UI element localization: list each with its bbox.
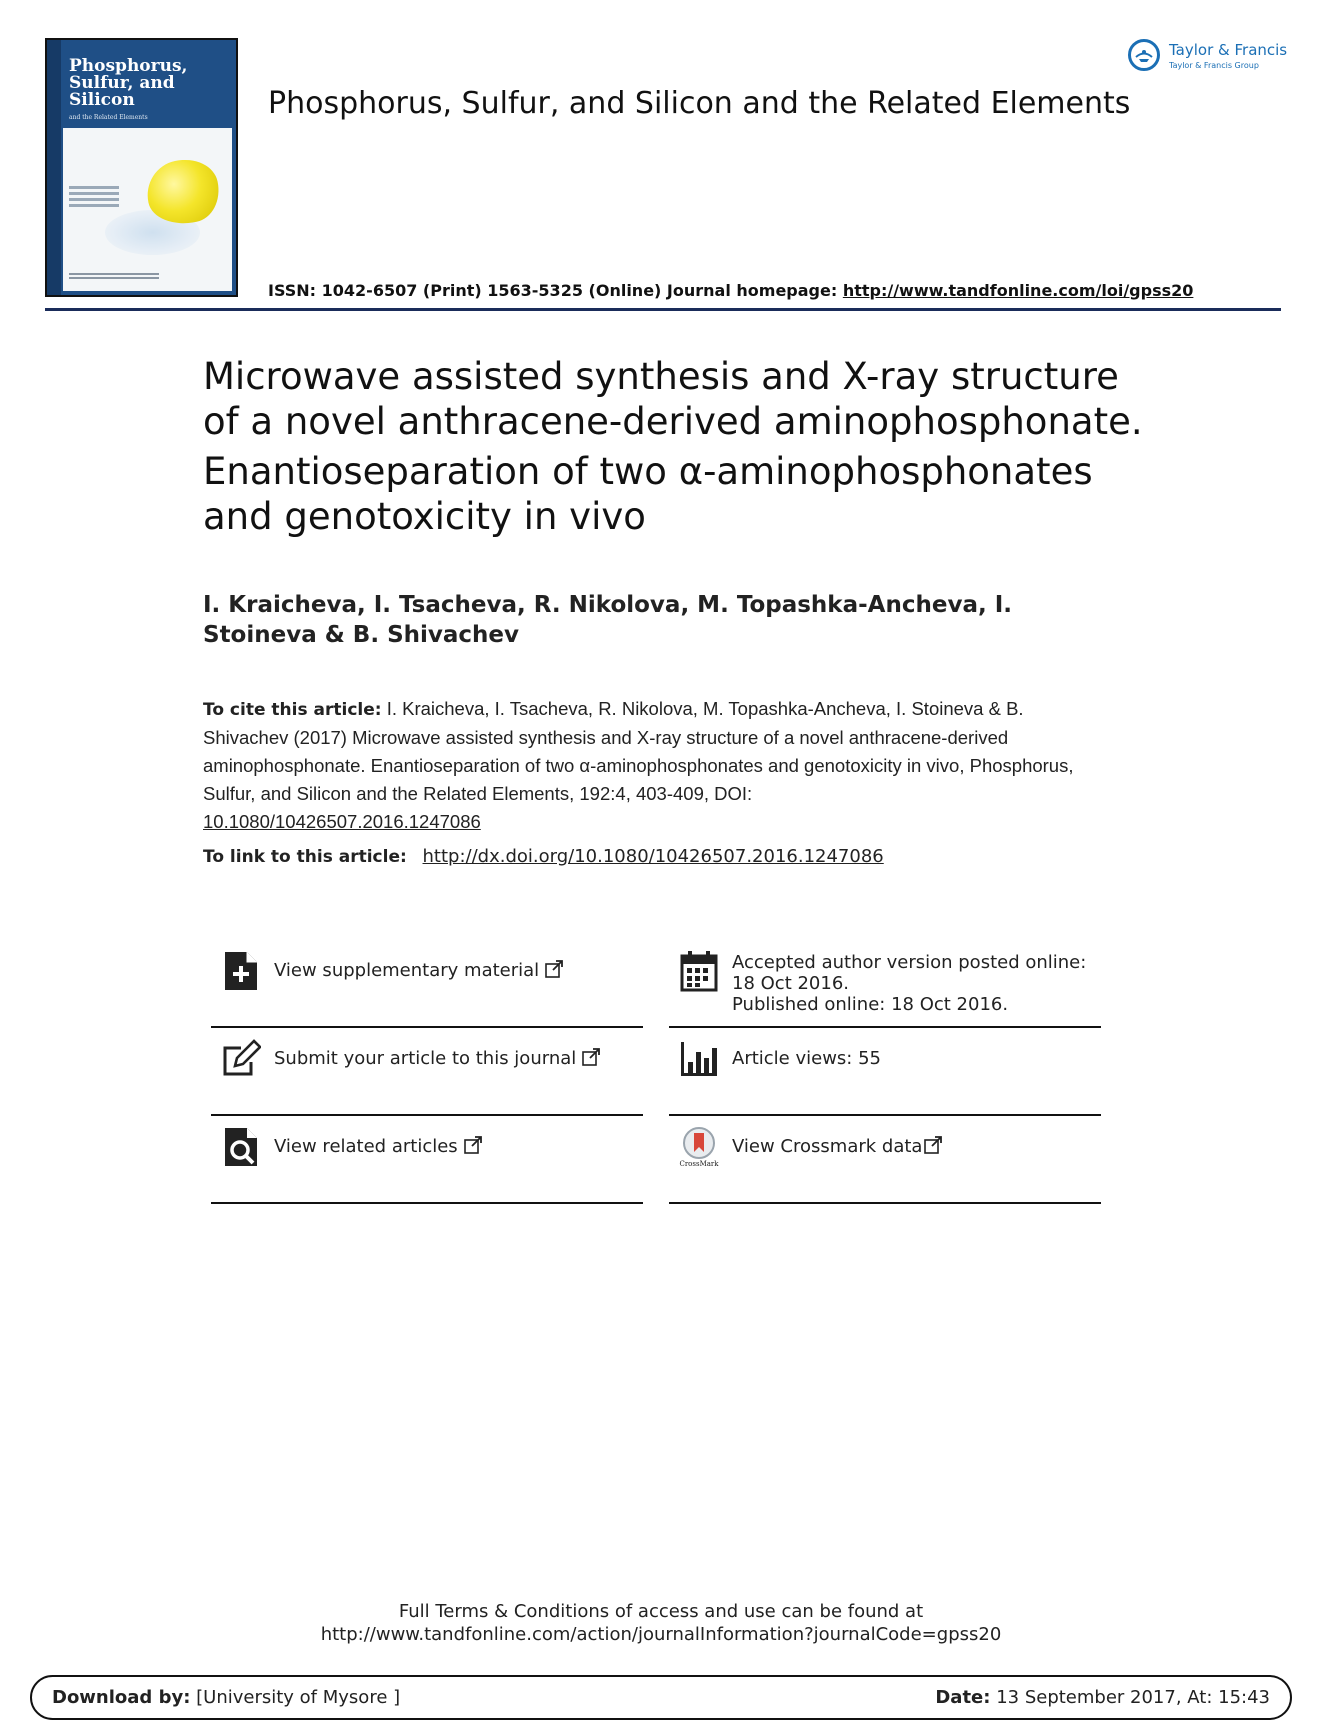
external-link-icon (582, 1048, 600, 1066)
document-plus-icon (221, 950, 261, 992)
downloaded-by: Download by: [University of Mysore ] (52, 1687, 401, 1708)
crossmark-badge-text: CrossMark (679, 1160, 719, 1168)
terms-line-1: Full Terms & Conditions of access and use can be found at (398, 1601, 924, 1622)
article-views-label: Article views: 55 (732, 1048, 881, 1069)
publisher-logo-icon (1128, 39, 1160, 71)
article-views (669, 1028, 1101, 1116)
issn-text: ISSN: 1042-6507 (Print) 1563-5325 (Online) Journal homepage: (268, 281, 843, 300)
terms-url[interactable]: http://www.tandfonline.com/action/journalInformation?journalCode=gpss20 (320, 1624, 1002, 1645)
publication-dates (669, 940, 1101, 1028)
cover-subtitle: and the Related Elements (69, 114, 148, 121)
accepted-date: Accepted author version posted online: 18 Oct 2016. (732, 952, 1087, 994)
publisher-name: Taylor & Francis (1169, 41, 1288, 59)
external-link-icon (924, 1136, 942, 1154)
crossmark-link[interactable] (669, 1116, 1101, 1204)
bar-chart-icon (679, 1038, 719, 1080)
publication-dates-text (732, 952, 1107, 1015)
crossmark-label: View Crossmark data (732, 1136, 942, 1157)
calendar-icon (679, 950, 719, 992)
cover-spine (47, 40, 61, 295)
related-articles-link[interactable] (211, 1116, 643, 1204)
edit-icon (221, 1038, 261, 1080)
download-info-bar (30, 1675, 1292, 1720)
header-divider (45, 308, 1281, 311)
crossmark-icon (679, 1126, 719, 1168)
taylor-francis-logo[interactable] (1128, 36, 1288, 80)
submit-article-label: Submit your article to this journal (274, 1048, 600, 1069)
external-link-icon (464, 1136, 482, 1154)
article-title: Microwave assisted synthesis and X-ray structure of a novel anthracene-derived aminophosphonate. Enantioseparation of two α-aminophosphonates and genotoxicity in vivo (203, 355, 1143, 538)
published-date: Published online: 18 Oct 2016. (732, 994, 1009, 1015)
citation-doi-link[interactable]: 10.1080/10426507.2016.1247086 (203, 811, 481, 832)
article-link-line (203, 846, 884, 867)
cover-title: Phosphorus, Sulfur, and Silicon (69, 56, 188, 110)
citation-label: To cite this article: (203, 700, 382, 720)
journal-homepage-link[interactable]: http://www.tandfonline.com/loi/gpss20 (842, 281, 1194, 300)
supplementary-material-link[interactable] (211, 940, 643, 1028)
external-link-icon (545, 960, 563, 978)
article-doi-link[interactable]: http://dx.doi.org/10.1080/10426507.2016.1247086 (422, 846, 884, 867)
cover-text-lines (69, 186, 119, 210)
submit-article-link[interactable] (211, 1028, 643, 1116)
journal-cover-image (45, 38, 238, 297)
citation-block (203, 695, 1103, 836)
download-date: Date: 13 September 2017, At: 15:43 (935, 1687, 1270, 1708)
journal-name: Phosphorus, Sulfur, and Silicon and the Related Elements (268, 86, 1131, 121)
terms-and-conditions (0, 1600, 1322, 1646)
cover-footer-lines (69, 273, 159, 283)
article-link-label: To link to this article: (203, 847, 407, 867)
citation-text: I. Kraicheva, I. Tsacheva, R. Nikolova, M. Topashka-Ancheva, I. Stoineva & B. Shivachev (2017) Microwave assisted synthesis and X-ray structure of a novel anthracene-derived aminophosphonate. Enantioseparation of two α-aminophosphonates and genotoxicity in vivo, Phosphorus, Sulfur, and Silicon and the Related Elements, 192:4, 403-409, DOI: (203, 698, 1074, 804)
supplementary-material-label: View supplementary material (274, 960, 563, 981)
publisher-group: Taylor & Francis Group (1169, 61, 1259, 70)
related-articles-label: View related articles (274, 1136, 482, 1157)
issn-line (268, 281, 1193, 300)
document-search-icon (221, 1126, 261, 1168)
article-authors: I. Kraicheva, I. Tsacheva, R. Nikolova, M. Topashka-Ancheva, I. Stoineva & B. Shivachev (203, 592, 1012, 648)
